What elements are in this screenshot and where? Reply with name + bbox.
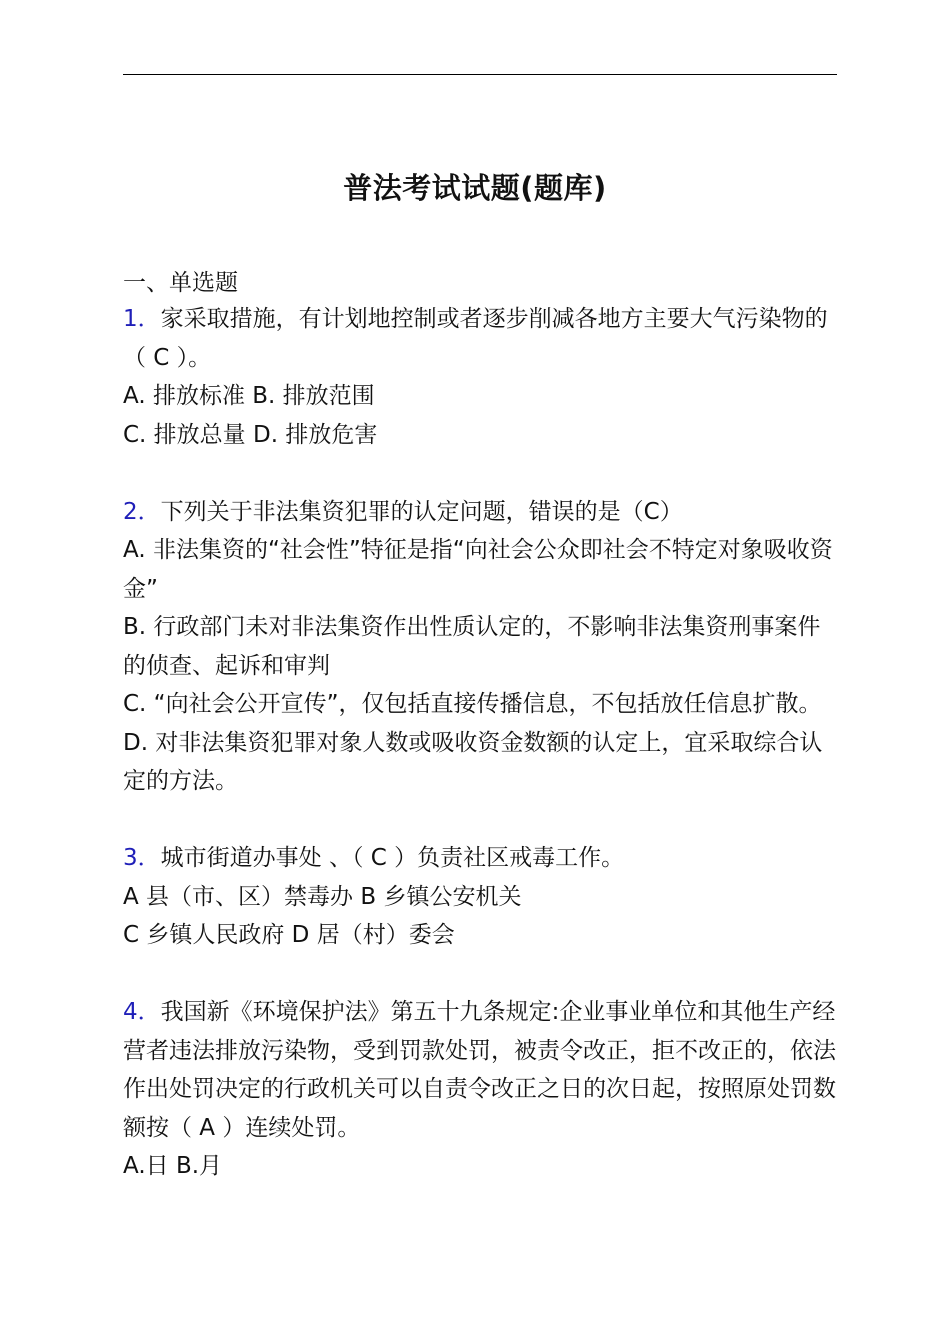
question-number: 1． (123, 306, 161, 332)
question-stem (123, 493, 839, 532)
answer-option: C 乡镇人民政府 D 居（村）委会 (123, 922, 455, 948)
answer-option: B. 行政部门未对非法集资作出性质认定的，不影响非法集资刑事案件的侦查、起诉和审判 (123, 614, 821, 679)
section-heading: 一、单选题 (123, 270, 238, 296)
question-3 (123, 839, 839, 955)
document-body (123, 266, 839, 1186)
question-number: 2． (123, 498, 161, 525)
question-text: 家采取措施，有计划地控制或者逐步削减各地方主要大气污染物的（ C ）。 (123, 306, 828, 371)
answer-option: C. “向社会公开宣传”，仅包括直接传播信息，不包括放任信息扩散。 (123, 691, 822, 717)
answer-option: A.日 B.月 (123, 1153, 223, 1179)
header-rule (123, 74, 837, 75)
question-stem (123, 993, 839, 1147)
question-text: 我国新《环境保护法》第五十九条规定:企业事业单位和其他生产经营者违法排放污染物，受到罚款处罚，被责令改正，拒不改正的，依法作出处罚决定的行政机关可以自责令改正之日的次日起，按照原处罚数额按（ A ）连续处罚。 (123, 999, 836, 1141)
answer-option: D. 对非法集资犯罪对象人数或吸收资金数额的认定上，宜采取综合认定的方法。 (123, 729, 823, 794)
question-stem (123, 839, 839, 878)
document-title: 普法考试试题(题库) (343, 171, 607, 205)
question-stem (123, 300, 839, 377)
answer-option: C. 排放总量 D. 排放危害 (123, 421, 378, 448)
question-4 (123, 993, 839, 1186)
answer-option: A. 非法集资的“社会性”特征是指“向社会公众即社会不特定对象吸收资金” (123, 537, 833, 602)
answer-option: A 县（市、区）禁毒办 B 乡镇公安机关 (123, 883, 522, 910)
question-2 (123, 493, 839, 801)
answer-option: A. 排放标准 B. 排放范围 (123, 383, 375, 409)
question-1 (123, 300, 839, 454)
question-number: 3． (123, 845, 161, 871)
question-text: 下列关于非法集资犯罪的认定问题，错误的是（C） (160, 498, 683, 525)
question-text: 城市街道办事处 、（ C ）负责社区戒毒工作。 (160, 845, 625, 871)
question-number: 4． (123, 999, 161, 1025)
